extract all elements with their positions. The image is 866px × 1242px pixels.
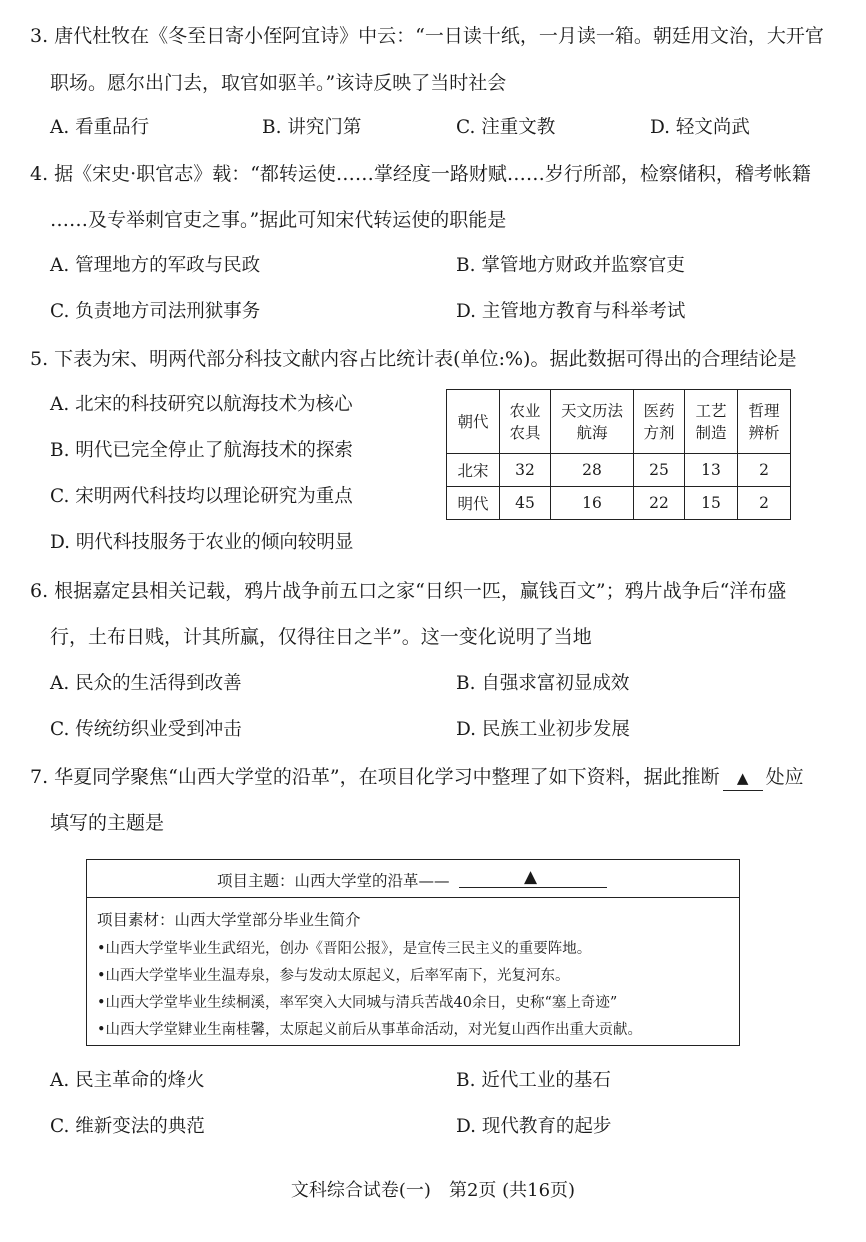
triangle-icon: ▲ (524, 867, 538, 887)
q5-option-c[interactable]: C. 宋明两代科技均以理论研究为重点 (50, 486, 353, 507)
table-cell: 15 (685, 487, 738, 520)
q5-option-a[interactable]: A. 北宋的科技研究以航海技术为核心 (50, 394, 353, 415)
q6-option-d[interactable]: D. 民族工业初步发展 (456, 719, 630, 740)
theme-blank (459, 887, 607, 888)
q6-option-b[interactable]: B. 自强求富初显成效 (456, 673, 630, 694)
q7-stem-tail: 处应 (765, 766, 804, 788)
q4-option-d[interactable]: D. 主管地方教育与科举考试 (456, 301, 686, 322)
table-header-astronomy: 天文历法 航海 (551, 390, 634, 454)
q7-option-b[interactable]: B. 近代工业的基石 (456, 1070, 611, 1091)
table-header-medicine: 医药 方剂 (634, 390, 685, 454)
q7-stem-text: 7. 华夏同学聚焦“山西大学堂的沿革”，在项目化学习中整理了如下资料，据此推断 (30, 766, 720, 788)
table-cell: 16 (551, 487, 634, 520)
table-row (447, 454, 791, 487)
q3-option-b[interactable]: B. 讲究门第 (262, 117, 362, 138)
q3-option-c[interactable]: C. 注重文教 (456, 117, 556, 138)
table-cell: 28 (551, 454, 634, 487)
q6-option-c[interactable]: C. 传统纺织业受到冲击 (50, 719, 242, 740)
q3-stem-line1: 3. 唐代杜牧在《冬至日寄小侄阿宜诗》中云：“一日读十纸，一月读一箱。朝廷用文治，大开官 (30, 25, 824, 47)
table-cell: 明代 (447, 487, 500, 520)
table-cell: 25 (634, 454, 685, 487)
q7-option-c[interactable]: C. 维新变法的典范 (50, 1116, 205, 1137)
table-row (447, 487, 791, 520)
project-theme-row (87, 860, 739, 898)
q4-option-b[interactable]: B. 掌管地方财政并监察官吏 (456, 255, 685, 276)
table-cell: 22 (634, 487, 685, 520)
table-cell: 北宋 (447, 454, 500, 487)
q5-option-d[interactable]: D. 明代科技服务于农业的倾向较明显 (50, 532, 354, 553)
q7-blank (723, 766, 763, 791)
q3-stem-line2: 职场。愿尔出门去，取官如驱羊。”该诗反映了当时社会 (50, 72, 507, 94)
project-bullet: •山西大学堂毕业生温寿泉，参与发动太原起义，后率军南下，光复河东。 (97, 968, 570, 984)
q6-stem-line1: 6. 根据嘉定县相关记载，鸦片战争前五口之家“日织一匹，赢钱百文”；鸦片战争后“洋布盛 (30, 580, 787, 602)
table-cell: 45 (500, 487, 551, 520)
table-header-dynasty: 朝代 (447, 390, 500, 454)
table-cell: 32 (500, 454, 551, 487)
q4-stem-line1: 4. 据《宋史·职官志》载：“都转运使……掌经度一路财赋……岁行所部，检察储积，稽考帐籍 (30, 163, 811, 185)
table-cell: 2 (738, 487, 791, 520)
page-footer: 文科综合试卷(一) 第2页 (共16页) (290, 1180, 576, 1201)
q6-stem-line2: 行，土布日贱，计其所赢，仅得往日之半”。这一变化说明了当地 (50, 626, 592, 648)
q6-option-a[interactable]: A. 民众的生活得到改善 (50, 673, 242, 694)
table-header-philosophy: 哲理 辨析 (738, 390, 791, 454)
q7-option-d[interactable]: D. 现代教育的起步 (456, 1116, 612, 1137)
project-bullet: •山西大学堂毕业生续桐溪，率军突入大同城与清兵苦战40余日，史称“塞上奇迹” (97, 995, 618, 1011)
q4-option-c[interactable]: C. 负责地方司法刑狱事务 (50, 301, 261, 322)
project-material-title: 项目素材：山西大学堂部分毕业生简介 (97, 911, 361, 929)
table-header-agriculture: 农业 农具 (500, 390, 551, 454)
project-theme: 项目主题：山西大学堂的沿革—— (217, 872, 450, 890)
tech-literature-table (446, 389, 791, 520)
q3-option-d[interactable]: D. 轻文尚武 (650, 117, 750, 138)
table-cell: 13 (685, 454, 738, 487)
q4-stem-line2: ……及专举刺官吏之事。”据此可知宋代转运使的职能是 (50, 209, 507, 231)
q5-stem: 5. 下表为宋、明两代部分科技文献内容占比统计表(单位:%)。据此数据可得出的合理结论是 (30, 348, 797, 370)
triangle-icon: ▲ (736, 769, 749, 787)
table-cell: 2 (738, 454, 791, 487)
project-bullet: •山西大学堂肄业生南桂馨，太原起义前后从事革命活动，对光复山西作出重大贡献。 (97, 1022, 643, 1038)
q3-option-a[interactable]: A. 看重品行 (50, 117, 150, 138)
project-bullet: •山西大学堂毕业生武绍光，创办《晋阳公报》，是宣传三民主义的重要阵地。 (97, 941, 592, 957)
q7-stem-line2: 填写的主题是 (50, 812, 165, 834)
q7-stem-line1 (30, 765, 804, 791)
q7-option-a[interactable]: A. 民主革命的烽火 (50, 1070, 205, 1091)
q5-option-b[interactable]: B. 明代已完全停止了航海技术的探索 (50, 440, 353, 461)
table-header-craft: 工艺 制造 (685, 390, 738, 454)
project-box (86, 859, 740, 1046)
q4-option-a[interactable]: A. 管理地方的军政与民政 (50, 255, 261, 276)
